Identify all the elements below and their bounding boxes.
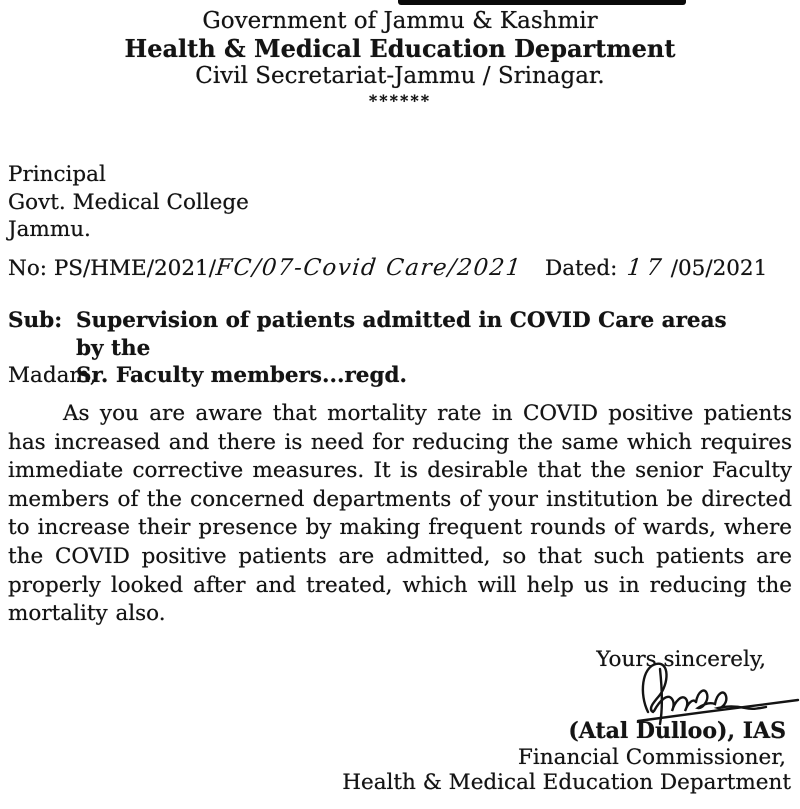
subject-text bbox=[76, 307, 740, 390]
subject-block bbox=[8, 307, 740, 390]
body-line: to increase their presence by making frequent rounds of wards, where bbox=[8, 515, 792, 541]
subject-line-1: Supervision of patients admitted in COVID Care areas by the bbox=[76, 308, 727, 361]
secretariat-line: Civil Secretariat-Jammu / Srinagar. bbox=[195, 63, 605, 89]
recipient-designation: Principal bbox=[8, 162, 106, 187]
scan-artifact-bar bbox=[398, 0, 686, 5]
reference-number-typed: No: PS/HME/2021/ bbox=[8, 256, 216, 281]
body-line: properly looked after and treated, which will help us in reducing the bbox=[8, 572, 792, 598]
department-line: Health & Medical Education Department bbox=[124, 34, 676, 63]
reference-number-handwritten: FC/07-Covid Care/2021 bbox=[214, 255, 524, 281]
subject-line-2: Sr. Faculty members...regd. bbox=[76, 363, 408, 388]
body-line: As you are aware that mortality rate in COVID positive patients bbox=[63, 401, 792, 426]
recipient-institution: Govt. Medical College bbox=[8, 189, 249, 215]
body-line: mortality also. bbox=[8, 601, 166, 627]
recipient-block bbox=[8, 161, 249, 244]
reference-line bbox=[8, 255, 792, 281]
separator-stars: ****** bbox=[368, 91, 432, 110]
body-paragraph bbox=[8, 400, 792, 629]
body-line: has increased and there is need for reducing the same which requires bbox=[8, 429, 792, 455]
signature-scrawl-icon bbox=[630, 658, 800, 726]
date-month-year-typed: /05/2021 bbox=[670, 256, 768, 281]
body-line: immediate corrective measures. It is desirable that the senior Faculty bbox=[8, 458, 792, 484]
body-line: the COVID positive patients are admitted, so that such patients are bbox=[8, 543, 792, 569]
valediction: Yours sincerely, bbox=[596, 647, 766, 672]
government-line: Government of Jammu & Kashmir bbox=[202, 8, 598, 34]
subject-label: Sub: bbox=[8, 308, 63, 333]
dated-group bbox=[545, 255, 767, 281]
date-day-handwritten: 17 bbox=[626, 255, 669, 281]
signatory-name: (Atal Dulloo), IAS bbox=[568, 718, 786, 744]
signatory-department: Health & Medical Education Department bbox=[342, 770, 791, 795]
signature-mark bbox=[630, 658, 800, 726]
signatory-title: Financial Commissioner, bbox=[517, 745, 786, 770]
letterhead bbox=[0, 8, 800, 110]
dated-label: Dated: bbox=[545, 256, 618, 281]
body-line: members of the concerned departments of your institution be directed bbox=[8, 486, 792, 512]
salutation: Madam, bbox=[8, 363, 97, 388]
recipient-city: Jammu. bbox=[8, 217, 91, 242]
